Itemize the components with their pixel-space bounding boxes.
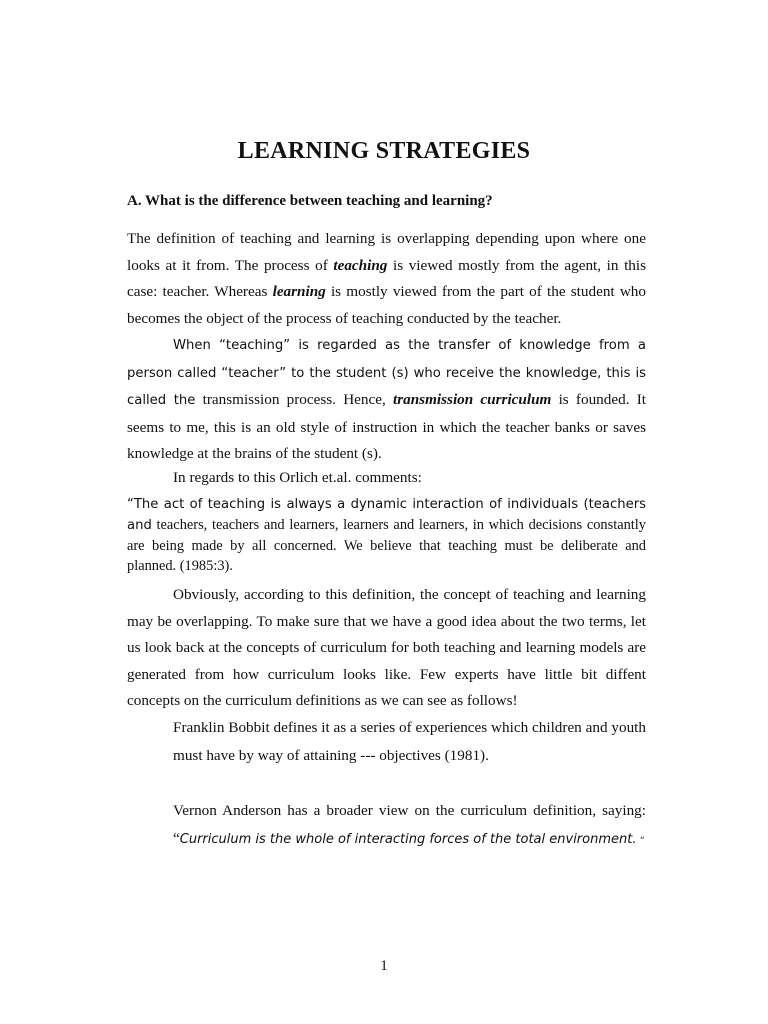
page-number: 1 [380,958,388,974]
term-transmission-curriculum: transmission curriculum [393,391,552,408]
section-heading: A. What is the difference between teaching and learning? [127,193,493,209]
quote-mark-open: “ [173,830,180,847]
paragraph-text: is viewed mostly from the agent, in this case: teacher. Whereas [127,256,647,300]
paragraph-text: is mostly viewed from the part of the student who becomes the object of the process of teaching conducted by the teacher. [127,283,646,327]
paragraph-orlich-intro: In regards to this Orlich et.al. comments: [173,469,422,486]
paragraph-transmission [127,332,646,468]
quote-text-sans: “The act of teaching is always a dynamic interaction of individuals (teachers and [127,497,646,533]
paragraph-text: The definition of teaching and learning is overlapping depending upon where one looks at it from. The process of [127,230,646,274]
paragraph-text: is founded. It seems to me, this is an old style of instruction in which the teacher banks or saves knowledge at the brains of the student (s). [127,391,646,462]
term-learning: learning [272,283,326,300]
paragraph-text-sans: When “teaching” is regarded as the transfer of knowledge from a person called “teacher” to the student (s) who receive the knowledge, this is called the [127,338,646,408]
paragraph-bobbitt: Franklin Bobbit defines it as a series of experiences which children and youth must have by way of attaining --- objectives (1981). [173,719,646,764]
paragraph-anderson [173,797,646,855]
page-title: LEARNING STRATEGIES [237,138,531,164]
curriculum-quote: Curriculum is the whole of interacting forces of the total environment. [179,832,637,847]
paragraph-text: transmission process. Hence, [195,391,394,408]
quote-text: teachers, teachers and learners, learners and learners, in which decisions constantly are being made by all concerned. We believe that teaching must be deliberate and planned. (1985:3). [127,517,646,574]
paragraph-definition [127,226,646,332]
quote-mark-close: “ [636,836,645,846]
orlich-quote [127,494,646,576]
paragraph-curriculum-concepts: Obviously, according to this definition, the concept of teaching and learning may be overlapping. To make sure that we have a good idea about the two terms, let us look back at the concepts of curriculum for both teaching and learning models are generated from how curriculum looks like. Few experts have little bit diffent concepts on the curriculum definitions as we can see as follows! [127,586,646,709]
term-teaching: teaching [333,256,388,274]
anderson-text: Vernon Anderson has a broader view on the curriculum definition, saying: [173,802,646,819]
